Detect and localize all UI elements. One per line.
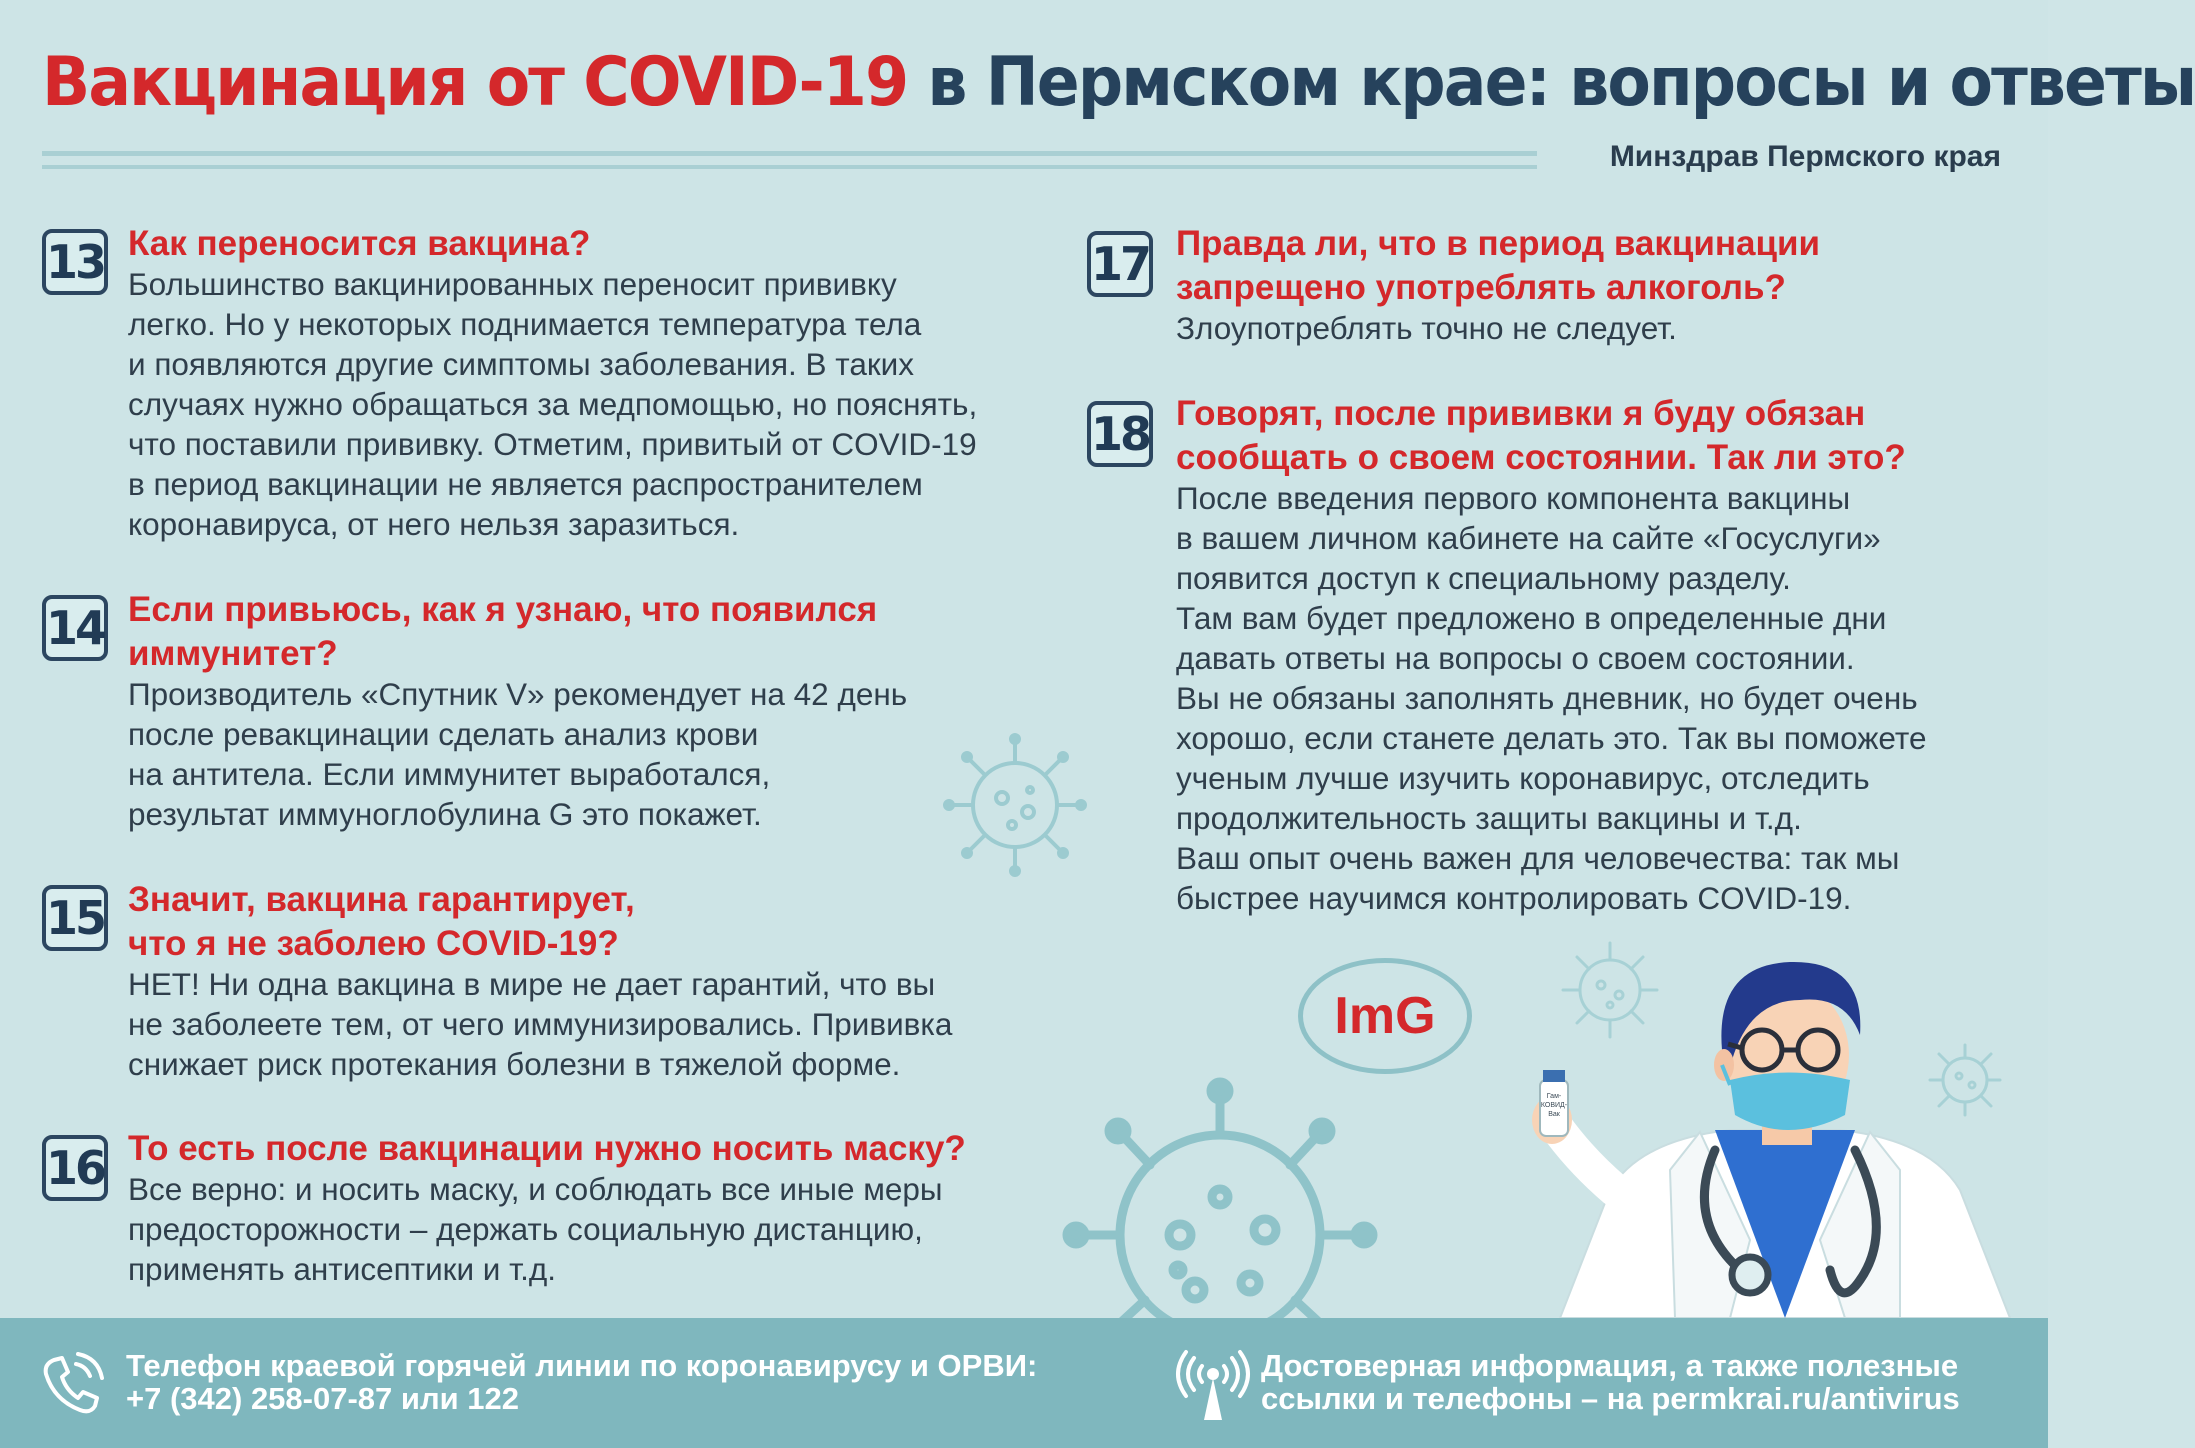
footer-bar xyxy=(0,1318,2048,1448)
question-heading: Говорят, после прививки я буду обязан сообщать о своем состоянии. Так ли это? xyxy=(1176,394,1906,477)
hotline-text: Телефон краевой горячей линии по коронавирусу и ОРВИ: +7 (342) 258-07-87 или 122 xyxy=(126,1348,1038,1416)
answer-text: Большинство вакцинированных переносит прививку легко. Но у некоторых поднимается температура тела и появляются другие симптомы заболевания. В таких случаях нужно обращаться за медпомощью, но пояснять, что поставили прививку. Отметим, привитый от COVID-19 в период вакцинации не является распространителем коронавируса, от него нельзя заразиться. xyxy=(128,266,978,542)
answer-text: Все верно: и носить маску, и соблюдать все иные меры предосторожности – держать социальную дистанцию, применять антисептики и т.д. xyxy=(128,1171,943,1287)
virus-illustration-large xyxy=(1060,1085,1380,1330)
answer-text: Злоупотреблять точно не следует. xyxy=(1176,310,1677,346)
qa-block-14 xyxy=(128,588,1078,834)
qa-block-17 xyxy=(1176,222,2021,348)
question-number-badge: 14 xyxy=(42,595,108,661)
qa-block-18 xyxy=(1176,392,2021,918)
qa-block-13 xyxy=(128,222,1078,544)
qa-block-15 xyxy=(128,878,1078,1084)
answer-text: Производитель «Спутник V» рекомендует на 42 день после ревакцинации сделать анализ крови на антитела. Если иммунитет выработался, результат иммуноглобулина G это покажет. xyxy=(128,676,908,832)
answer-text: НЕТ! Ни одна вакцина в мире не дает гарантий, что вы не заболеете тем, от чего иммунизировались. Прививка снижает риск протекания болезни в тяжелой форме. xyxy=(128,966,953,1082)
question-heading: Правда ли, что в период вакцинации запрещено употреблять алкоголь? xyxy=(1176,224,1821,307)
title-part-dark: в Пермском крае: вопросы и ответы xyxy=(927,43,2195,122)
immunoglobulin-badge xyxy=(1298,958,1472,1074)
phone-icon xyxy=(40,1350,104,1416)
question-number-badge: 15 xyxy=(42,885,108,951)
question-heading: То есть после вакцинации нужно носить маску? xyxy=(128,1129,966,1168)
title-part-red: Вакцинация от COVID-19 xyxy=(42,43,908,122)
immunoglobulin-label: ImG xyxy=(1334,987,1436,1045)
antenna-signal-icon xyxy=(1178,1348,1248,1420)
question-number-badge: 17 xyxy=(1087,231,1153,297)
divider-line xyxy=(42,151,1537,156)
info-text: Достоверная информация, а также полезные ссылки и телефоны – на permkrai.ru/antivirus xyxy=(1261,1348,1960,1416)
question-heading: Значит, вакцина гарантирует, что я не заболею COVID-19? xyxy=(128,880,635,963)
doctor-illustration xyxy=(1500,940,2020,1318)
question-heading: Если привьюсь, как я узнаю, что появился иммунитет? xyxy=(128,590,878,673)
source-label: Минздрав Пермского края xyxy=(1609,140,2001,173)
answer-text: После введения первого компонента вакцины в вашем личном кабинете на сайте «Госуслуги» появится доступ к специальному разделу. Там вам будет предложено в определенные дни давать ответы на вопросы о своем состоянии. Вы не обязаны заполнять дневник, но будет очень хорошо, если станете делать это. Так вы поможете ученым лучше изучить коронавирус, отследить продолжительность защиты вакцины и т.д. Ваш опыт очень важен для человечества: так мы быстрее научимся контролировать COVID-19. xyxy=(1176,480,1927,916)
question-number-badge: 18 xyxy=(1087,401,1153,467)
page-title xyxy=(42,40,2195,126)
qa-block-16 xyxy=(128,1127,1078,1289)
svg-text:Гам-КОВИД-Вак: Гам-КОВИД-Вак xyxy=(1540,1093,1568,1118)
divider-line xyxy=(42,165,1537,169)
question-number-badge: 13 xyxy=(42,229,108,295)
question-number-badge: 16 xyxy=(42,1135,108,1201)
question-heading: Как переносится вакцина? xyxy=(128,224,591,263)
